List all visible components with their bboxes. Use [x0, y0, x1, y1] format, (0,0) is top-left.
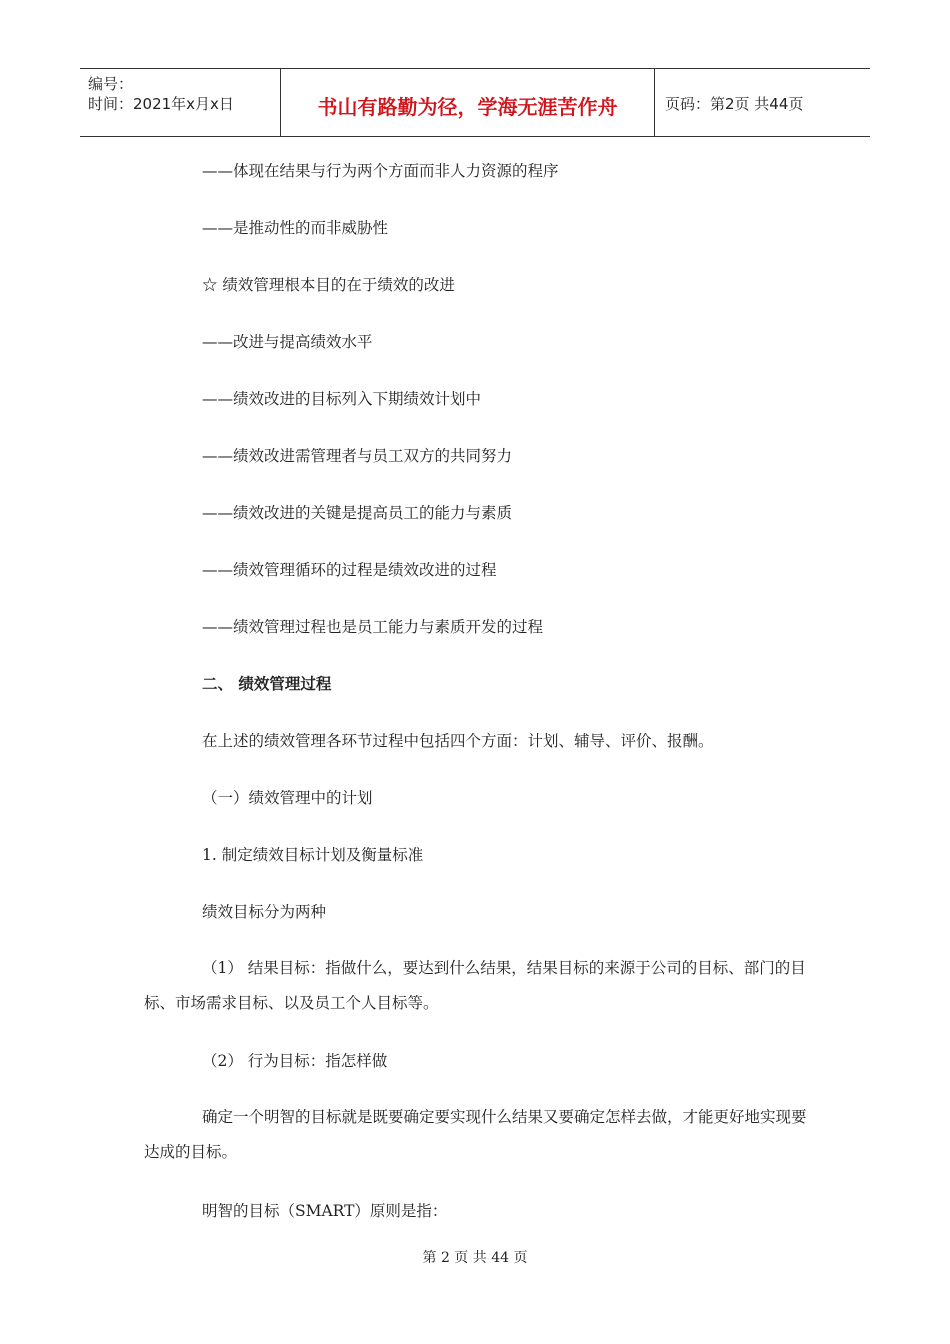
header-page-number: 页码：第2页 共44页: [665, 95, 804, 113]
text-line: 绩效目标分为两种: [202, 903, 327, 921]
numbered-item: 1. 制定绩效目标计划及衡量标准: [202, 846, 424, 864]
section-heading: 二、 绩效管理过程: [202, 675, 332, 693]
text-line: ——改进与提高绩效水平: [202, 333, 373, 351]
paragraph: 确定一个明智的目标就是既要确定要实现什么结果又要确定怎样去做，才能更好地实现要达成的目标。: [144, 1108, 807, 1161]
header-info-cell: [80, 69, 281, 136]
text-line: ——体现在结果与行为两个方面而非人力资源的程序: [202, 162, 559, 180]
text-line: ——绩效改进的目标列入下期绩效计划中: [202, 390, 482, 408]
document-time-label: 时间：2021年x月x日: [88, 95, 234, 113]
paragraph: （1） 结果目标：指做什么，要达到什么结果，结果目标的来源于公司的目标、部门的目标、市场需求目标、以及员工个人目标等。: [144, 959, 806, 1012]
document-number-label: 编号：: [88, 75, 134, 93]
header-motto: 书山有路勤为径，学海无涯苦作舟: [317, 95, 618, 119]
text-line: ——绩效改进的关键是提高员工的能力与素质: [202, 504, 513, 522]
text-line: （2） 行为目标：指怎样做: [202, 1052, 388, 1070]
text-line: ——绩效管理过程也是员工能力与素质开发的过程: [202, 618, 544, 636]
page-header: [80, 68, 870, 137]
subsection-heading: （一）绩效管理中的计划: [202, 789, 373, 807]
text-line: 明智的目标（SMART）原则是指：: [202, 1202, 448, 1220]
header-motto-cell: [281, 69, 655, 136]
text-line: 在上述的绩效管理各环节过程中包括四个方面：计划、辅导、评价、报酬。: [202, 732, 714, 750]
header-page-cell: [655, 69, 870, 136]
text-line: ——是推动性的而非威胁性: [202, 219, 389, 237]
page-footer: 第 2 页 共 44 页: [422, 1250, 528, 1266]
text-line: ——绩效管理循环的过程是绩效改进的过程: [202, 561, 497, 579]
text-line: ——绩效改进需管理者与员工双方的共同努力: [202, 447, 513, 465]
text-line: ☆ 绩效管理根本目的在于绩效的改进: [202, 276, 455, 294]
